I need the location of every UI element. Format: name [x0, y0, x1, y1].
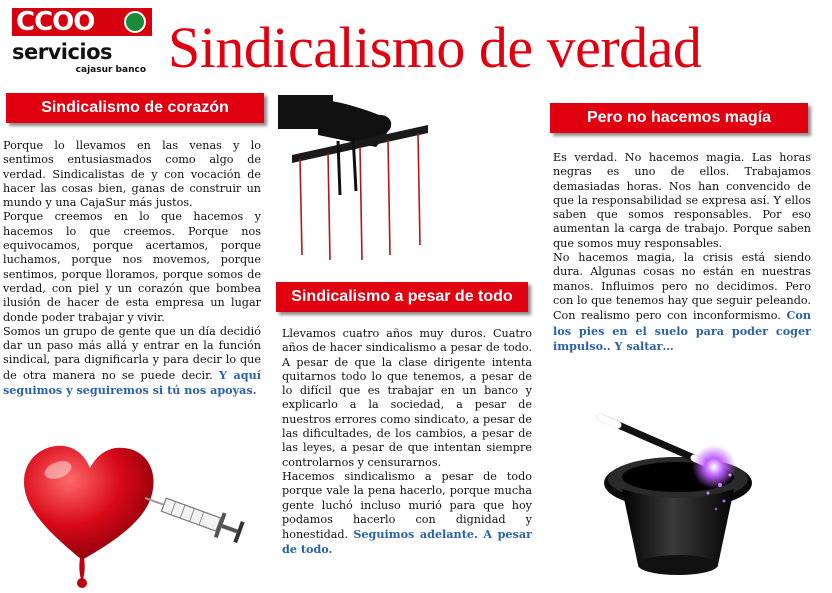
section1-heading: Sindicalismo de corazón: [6, 93, 264, 123]
logo-name: servicios: [12, 40, 113, 64]
logo: [12, 8, 152, 76]
section1-paragraph: Porque lo llevamos en las venas y lo sentimos entusiasmados como algo de verdad. Sindicalistas de y con vocación de hacer las cosas bien, ganas de construir un mundo y una CajaSur más justos.: [3, 139, 261, 210]
section3-body: [553, 151, 811, 354]
section1-paragraph: Porque creemos en lo que hacemos y hacemos lo que creemos. Porque nos equivocamos, porque acertamos, porque luchamos, porque nos movemos, porque sentimos, porque lloramos, porque somos de verdad, con piel y un corazón que bombea ilusión de hacer de esta empresa un lugar donde poder trabajar y vivir.: [3, 210, 261, 324]
globe-icon: [124, 11, 146, 33]
logo-ccoo: [12, 8, 152, 36]
section2-body: [282, 327, 532, 558]
section3-heading: Pero no hacemos magía: [550, 103, 808, 133]
logo-brand: CCOO: [16, 7, 95, 37]
section3-paragraph: No hacemos magia, la crisis está siendo dura. Algunas cosas no están en nuestras manos. Influimos pero no decidimos. Pero con lo que tenemos hay que seguir peleando. Con realismo pero con inconformismo. Con los pies en el suelo para poder coger impulso.. Y saltar…: [553, 251, 811, 353]
magic-hat-wand-icon: [590, 405, 790, 580]
section3-paragraph: Es verdad. No hacemos magia. Las horas negras es uno de ellos. Trabajamos demasiadas horas. Nos han convencido de que la responsabilidad se expresa así. Y ellos saben que somos responsables. Por eso aumentan la carga de trabajo. Porque saben que somos muy responsables.: [553, 151, 811, 250]
section2-paragraph: Llevamos cuatro años muy duros. Cuatro años de hacer sindicalismo a pesar de todo. A pesar de que la clase dirigente intenta quitarnos todo lo que tenemos, a pesar de lo difícil que es trabajar en un banco y explicarlo a la sociedad, a pesar de nuestros errores como sindicato, a pesar de las dificultades, de los cambios, a pesar de las leyes, a pesar de que intentan siempre controlarnos y censurarnos.: [282, 327, 532, 469]
section2-heading: Sindicalismo a pesar de todo: [276, 282, 528, 312]
section2-paragraph: Hacemos sindicalismo a pesar de todo porque vale la pena hacerlo, porque mucha gente luchó incluso murió para que hoy podamos hacerlo con dignidad y honestidad. Seguimos adelante. A pesar de todo.: [282, 469, 532, 557]
logo-subtitle: cajasur banco: [75, 65, 146, 75]
section1-body: [3, 139, 261, 398]
section1-highlight: Y aquí seguimos y seguiremos si tú nos apoyas.: [3, 367, 261, 398]
section3-highlight: Con los pies en el suelo para poder coger impulso.. Y saltar…: [553, 308, 811, 353]
section2-highlight: Seguimos adelante. A pesar de todo.: [282, 527, 532, 557]
puppet-hand-icon: [278, 95, 438, 265]
page-title: Sindicalismo de verdad: [168, 15, 702, 80]
heart-syringe-icon: [12, 440, 260, 590]
section1-paragraph: Somos un grupo de gente que un día decidió dar un paso más allá y entrar en la función sindical, para dignificarla y para decir lo que de otra manera no se puede decir. Y aquí seguimos y seguiremos si tú nos apoyas.: [3, 324, 261, 398]
